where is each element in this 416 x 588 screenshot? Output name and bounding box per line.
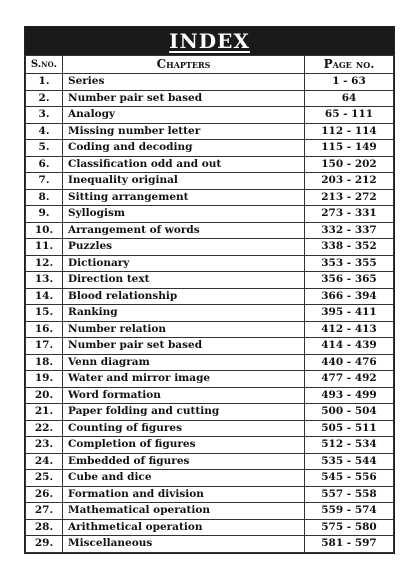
row-sno: 14. <box>26 288 63 305</box>
row-pages: 559 - 574 <box>305 503 394 520</box>
row-sno: 21. <box>26 404 63 421</box>
row-pages: 414 - 439 <box>305 338 394 355</box>
table-row <box>26 338 394 355</box>
row-chapter: Ranking <box>63 305 305 322</box>
header-row <box>26 56 394 74</box>
table-row <box>26 288 394 305</box>
row-pages: 150 - 202 <box>305 156 394 173</box>
header-page: Page no. <box>305 56 394 74</box>
row-pages: 581 - 597 <box>305 536 394 553</box>
row-chapter: Embedded of figures <box>63 453 305 470</box>
header-sno: S.no. <box>26 56 63 74</box>
row-pages: 500 - 504 <box>305 404 394 421</box>
row-chapter: Cube and dice <box>63 470 305 487</box>
row-sno: 7. <box>26 173 63 190</box>
row-chapter: Arrangement of words <box>63 222 305 239</box>
row-chapter: Blood relationship <box>63 288 305 305</box>
row-sno: 18. <box>26 354 63 371</box>
row-pages: 64 <box>305 90 394 107</box>
row-sno: 4. <box>26 123 63 140</box>
row-pages: 115 - 149 <box>305 140 394 157</box>
table-row <box>26 486 394 503</box>
row-sno: 10. <box>26 222 63 239</box>
row-pages: 353 - 355 <box>305 255 394 272</box>
row-chapter: Direction text <box>63 272 305 289</box>
table-row <box>26 354 394 371</box>
table-row <box>26 404 394 421</box>
row-chapter: Dictionary <box>63 255 305 272</box>
table-row <box>26 156 394 173</box>
table-row <box>26 420 394 437</box>
row-chapter: Sitting arrangement <box>63 189 305 206</box>
row-pages: 213 - 272 <box>305 189 394 206</box>
table-row <box>26 503 394 520</box>
table-row <box>26 173 394 190</box>
row-chapter: Series <box>63 74 305 91</box>
row-chapter: Paper folding and cutting <box>63 404 305 421</box>
row-sno: 29. <box>26 536 63 553</box>
row-sno: 23. <box>26 437 63 454</box>
row-chapter: Number relation <box>63 321 305 338</box>
table-row <box>26 305 394 322</box>
row-pages: 412 - 413 <box>305 321 394 338</box>
table-row <box>26 90 394 107</box>
row-pages: 477 - 492 <box>305 371 394 388</box>
row-chapter: Completion of figures <box>63 437 305 454</box>
table-row <box>26 107 394 124</box>
row-chapter: Analogy <box>63 107 305 124</box>
header-chapters: Chapters <box>63 56 305 74</box>
table-row <box>26 536 394 553</box>
row-sno: 3. <box>26 107 63 124</box>
table-row <box>26 140 394 157</box>
row-chapter: Classification odd and out <box>63 156 305 173</box>
row-sno: 9. <box>26 206 63 223</box>
row-sno: 19. <box>26 371 63 388</box>
row-pages: 65 - 111 <box>305 107 394 124</box>
row-chapter: Counting of figures <box>63 420 305 437</box>
row-sno: 25. <box>26 470 63 487</box>
table-row <box>26 189 394 206</box>
index-table <box>25 55 394 553</box>
row-chapter: Venn diagram <box>63 354 305 371</box>
index-title: INDEX <box>169 29 250 53</box>
row-pages: 557 - 558 <box>305 486 394 503</box>
row-chapter: Syllogism <box>63 206 305 223</box>
row-chapter: Word formation <box>63 387 305 404</box>
row-sno: 15. <box>26 305 63 322</box>
row-sno: 28. <box>26 519 63 536</box>
row-pages: 535 - 544 <box>305 453 394 470</box>
index-table-frame <box>24 26 395 554</box>
table-row <box>26 222 394 239</box>
row-pages: 112 - 114 <box>305 123 394 140</box>
table-row <box>26 74 394 91</box>
row-sno: 12. <box>26 255 63 272</box>
row-pages: 273 - 331 <box>305 206 394 223</box>
row-sno: 13. <box>26 272 63 289</box>
row-pages: 356 - 365 <box>305 272 394 289</box>
row-sno: 6. <box>26 156 63 173</box>
row-chapter: Water and mirror image <box>63 371 305 388</box>
table-row <box>26 206 394 223</box>
table-row <box>26 470 394 487</box>
table-row <box>26 272 394 289</box>
row-sno: 22. <box>26 420 63 437</box>
row-chapter: Missing number letter <box>63 123 305 140</box>
row-chapter: Inequality original <box>63 173 305 190</box>
index-title-bar <box>25 27 394 55</box>
row-sno: 26. <box>26 486 63 503</box>
row-sno: 5. <box>26 140 63 157</box>
row-sno: 24. <box>26 453 63 470</box>
row-pages: 203 - 212 <box>305 173 394 190</box>
table-row <box>26 453 394 470</box>
row-pages: 338 - 352 <box>305 239 394 256</box>
row-chapter: Number pair set based <box>63 90 305 107</box>
table-row <box>26 519 394 536</box>
row-pages: 505 - 511 <box>305 420 394 437</box>
table-row <box>26 255 394 272</box>
row-sno: 27. <box>26 503 63 520</box>
row-chapter: Miscellaneous <box>63 536 305 553</box>
row-chapter: Arithmetical operation <box>63 519 305 536</box>
row-sno: 17. <box>26 338 63 355</box>
row-chapter: Puzzles <box>63 239 305 256</box>
row-pages: 366 - 394 <box>305 288 394 305</box>
table-row <box>26 437 394 454</box>
row-chapter: Coding and decoding <box>63 140 305 157</box>
row-sno: 8. <box>26 189 63 206</box>
table-row <box>26 387 394 404</box>
index-rows <box>26 74 394 553</box>
row-pages: 493 - 499 <box>305 387 394 404</box>
row-pages: 332 - 337 <box>305 222 394 239</box>
row-sno: 20. <box>26 387 63 404</box>
row-sno: 16. <box>26 321 63 338</box>
row-sno: 2. <box>26 90 63 107</box>
row-chapter: Formation and division <box>63 486 305 503</box>
row-pages: 440 - 476 <box>305 354 394 371</box>
row-sno: 1. <box>26 74 63 91</box>
row-pages: 1 - 63 <box>305 74 394 91</box>
row-pages: 512 - 534 <box>305 437 394 454</box>
row-sno: 11. <box>26 239 63 256</box>
row-pages: 575 - 580 <box>305 519 394 536</box>
table-row <box>26 321 394 338</box>
row-chapter: Mathematical operation <box>63 503 305 520</box>
row-pages: 395 - 411 <box>305 305 394 322</box>
row-chapter: Number pair set based <box>63 338 305 355</box>
table-row <box>26 239 394 256</box>
table-row <box>26 123 394 140</box>
table-row <box>26 371 394 388</box>
row-pages: 545 - 556 <box>305 470 394 487</box>
